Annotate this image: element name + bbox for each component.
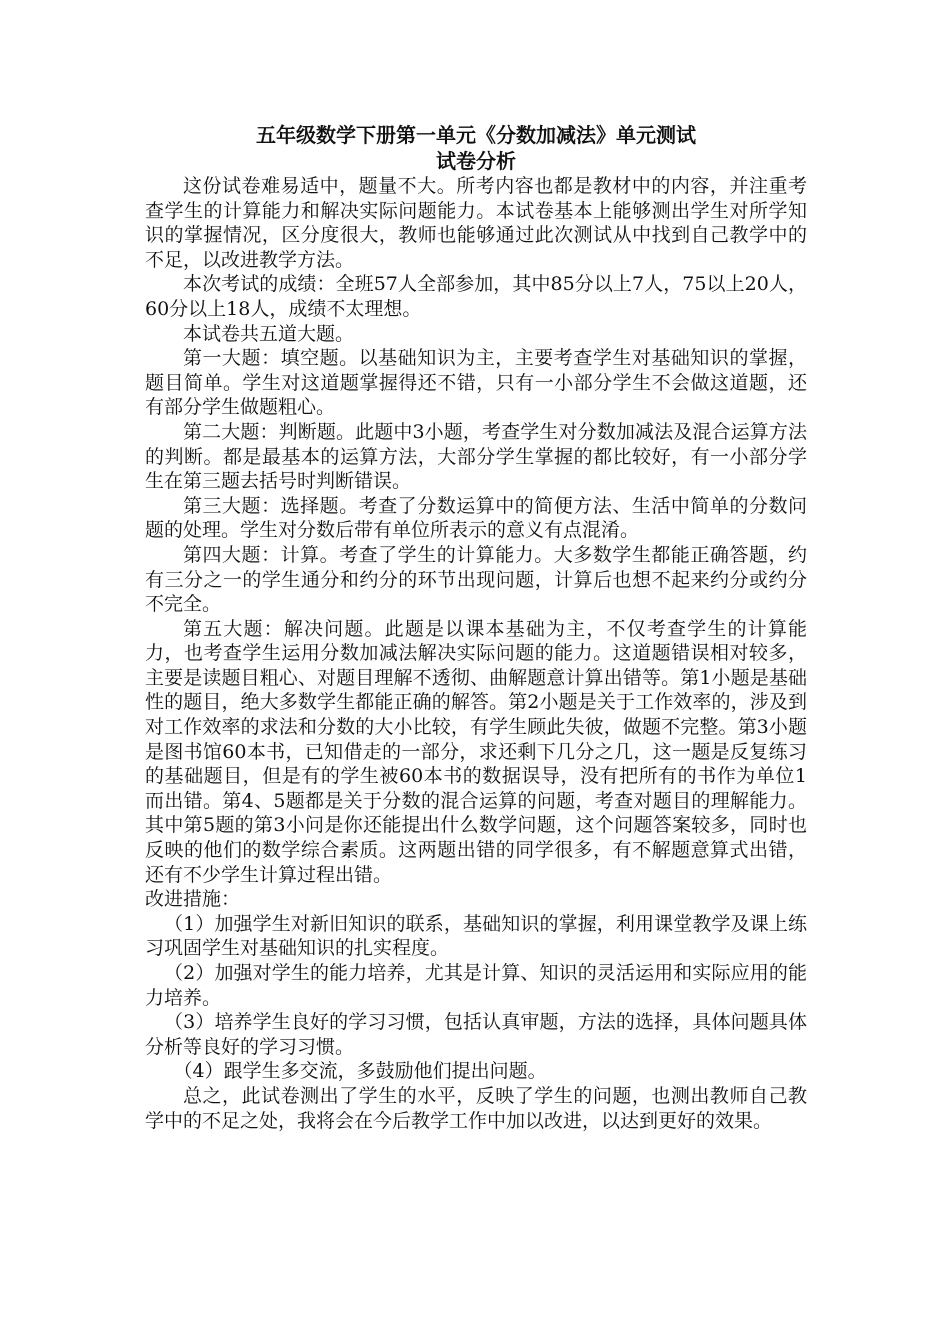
document-body: [145, 174, 807, 1133]
document-title-line-2: 试卷分析: [436, 149, 516, 173]
section-5-paragraph: 第五大题：解决问题。此题是以课本基础为主，不仅考查学生的计算能力，也考查学生运用分数加减法解决实际问题的能力。这道题错误相对较多，主要是读题目粗心、对题目理解不透彻、曲解题意计算出错等。第1小题是基础性的题目，绝大多数学生都能正确的解答。第2小题是关于工作效率的，涉及到对工作效率的求法和分数的大小比较，有学生顾此失彼，做题不完整。第3小题是图书馆60本书，已知借走的一部分，求还剩下几分之几，这一题是反复练习的基础题目，但是有的学生被60本书的数据误导，没有把所有的书作为单位1而出错。第4、5题都是关于分数的混合运算的问题，考查对题目的理解能力。其中第5题的第3小问是你还能提出什么数学问题，这个问题答案较多，同时也反映的他们的数学综合素质。这两题出错的同学很多，有不解题意算式出错，还有不少学生计算过程出错。: [145, 617, 807, 886]
improvement-item-2: （2）加强对学生的能力培养，尤其是计算、知识的灵活运用和实际应用的能力培养。: [145, 962, 807, 1009]
conclusion-paragraph: 总之，此试卷测出了学生的水平，反映了学生的问题，也测出教师自己教学中的不足之处，我将会在今后教学工作中加以改进，以达到更好的效果。: [145, 1084, 807, 1132]
improvement-heading: 改进措施：: [145, 888, 241, 911]
section-1-paragraph: 第一大题：填空题。以基础知识为主，主要考查学生对基础知识的掌握，题目简单。学生对这道题掌握得还不错，只有一小部分学生不会做这道题，还有部分学生做题粗心。: [145, 347, 807, 419]
intro-paragraph: 这份试卷难易适中，题量不大。所考内容也都是教材中的内容，并注重考查学生的计算能力和解决实际问题能力。本试卷基本上能够测出学生对所学知识的掌握情况，区分度很大，教师也能够通过此次测试从中找到自己教学中的不足，以改进教学方法。: [145, 175, 807, 271]
improvement-item-1: （1）加强学生对新旧知识的联系，基础知识的掌握，利用课堂教学及课上练习巩固学生对基础知识的扎实程度。: [145, 912, 807, 960]
score-paragraph: 本次考试的成绩：全班57人全部参加，其中85分以上7人，75以上20人，60分以上18人，成绩不太理想。: [145, 273, 807, 320]
document-content: [145, 122, 807, 1133]
section-2-paragraph: 第二大题：判断题。此题中3小题，考查学生对分数加减法及混合运算方法的判断。都是最基本的运算方法，大部分学生掌握的都比较好，有一小部分学生在第三题去括号时判断错误。: [145, 420, 807, 493]
section-4-paragraph: 第四大题：计算。考查了学生的计算能力。大多数学生都能正确答题，约有三分之一的学生通分和约分的环节出现问题，计算后也想不起来约分或约分不完全。: [145, 543, 807, 616]
improvement-item-3: （3）培养学生良好的学习习惯，包括认真审题，方法的选择，具体问题具体分析等良好的学习习惯。: [145, 1011, 807, 1058]
structure-paragraph: 本试卷共五道大题。: [183, 322, 355, 345]
document-title-line-1: 五年级数学下册第一单元《分数加减法》单元测试: [256, 123, 696, 147]
improvement-item-4: （4）跟学生多交流，多鼓励他们提出问题。: [173, 1060, 547, 1083]
section-3-paragraph: 第三大题：选择题。考查了分数运算中的简便方法、生活中简单的分数问题的处理。学生对分数后带有单位所表示的意义有点混淆。: [145, 494, 807, 542]
